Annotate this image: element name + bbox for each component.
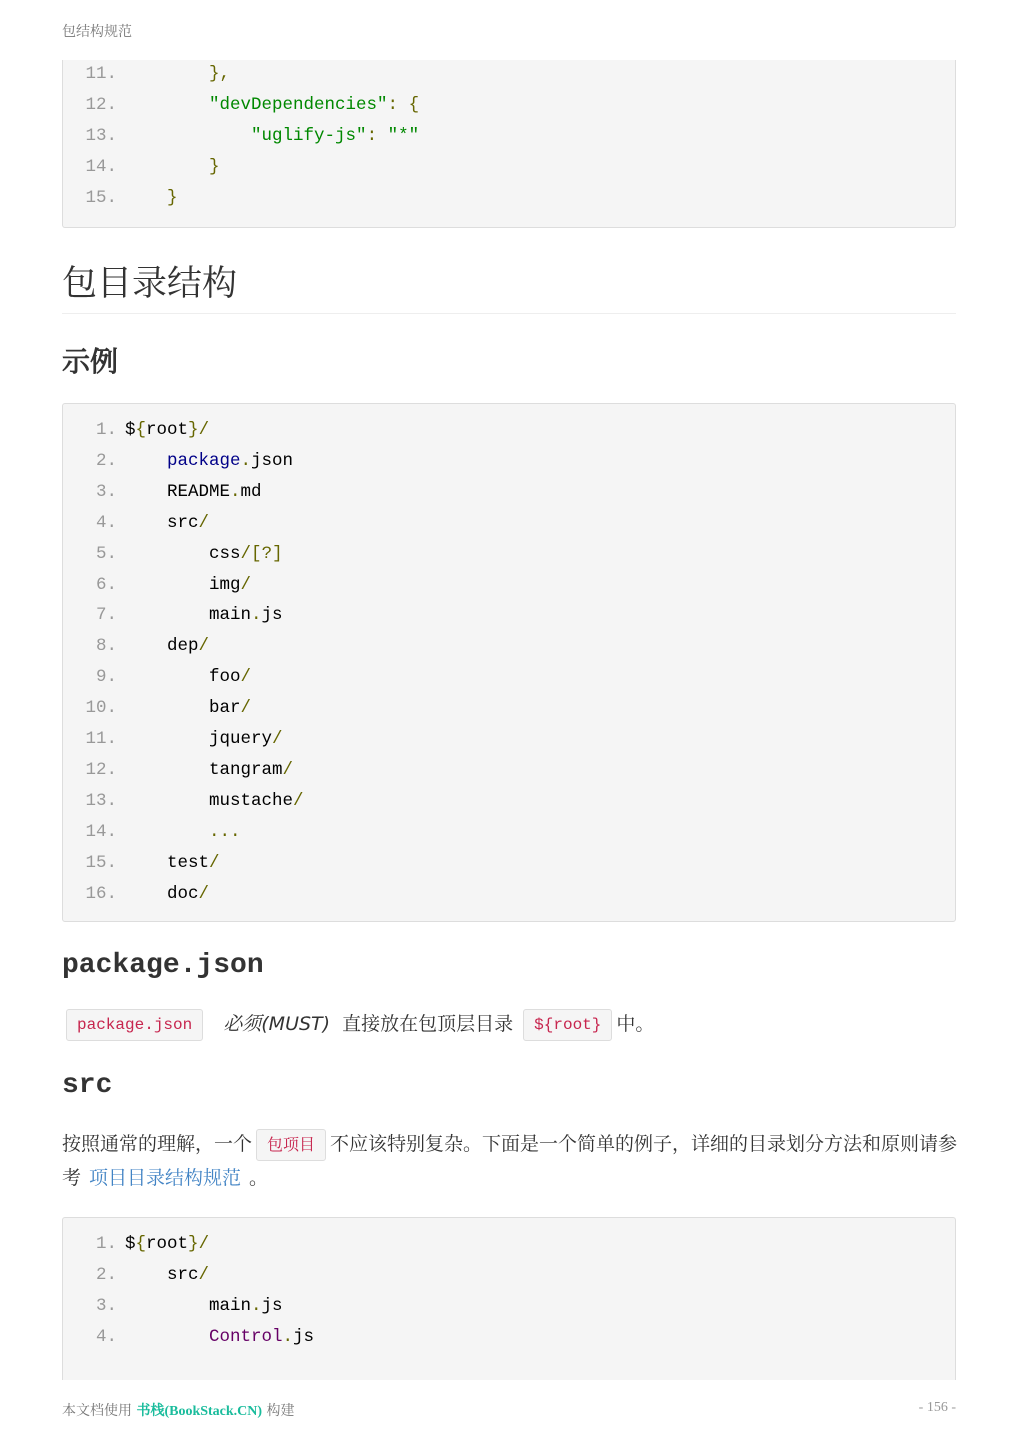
code-text: ${root}/	[125, 1234, 210, 1254]
code-text: README.md	[125, 481, 262, 502]
inline-code-package-project: 包项目	[256, 1129, 326, 1161]
line-number: 14.	[85, 821, 117, 842]
line-number: 15.	[85, 852, 117, 873]
footer-suffix: 构建	[266, 1403, 295, 1419]
code-text: src/	[125, 512, 210, 533]
inline-code-root: ${root}	[523, 1009, 612, 1041]
line-number: 3.	[95, 481, 117, 502]
package-json-paragraph	[62, 1007, 962, 1041]
line-number: 4.	[95, 512, 117, 533]
code-text: },	[209, 64, 231, 84]
line-number: 16.	[85, 883, 117, 904]
code-text: }	[209, 156, 220, 177]
footer-credit	[62, 1400, 295, 1420]
line-number: 3.	[95, 1295, 117, 1316]
line-number: 11.	[85, 729, 117, 749]
line-number: 2.	[95, 1264, 117, 1285]
code-text: dep/	[125, 636, 210, 657]
code-text: main.js	[125, 605, 283, 626]
line-number: 9.	[95, 667, 117, 688]
footer-page-number: - 156 -	[918, 1400, 956, 1415]
src-paragraph	[62, 1127, 962, 1195]
code-text: bar/	[125, 698, 252, 719]
code-text: ${root}/	[125, 420, 210, 440]
code-text: main.js	[125, 1295, 283, 1316]
code-text: css/[?]	[125, 543, 283, 564]
line-number: 12.	[85, 759, 117, 780]
code-text: ...	[209, 821, 241, 842]
code-text: foo/	[125, 667, 252, 688]
line-number: 13.	[85, 125, 117, 146]
src-text-tail: 。	[249, 1167, 269, 1189]
line-number: 1.	[95, 1234, 117, 1254]
code-block-directory-example	[62, 403, 956, 922]
code-text: }	[167, 187, 178, 208]
code-text: "devDependencies": {	[209, 94, 420, 115]
page-header-title: 包结构规范	[62, 24, 132, 40]
line-number: 12.	[85, 94, 117, 115]
line-number: 1.	[95, 420, 117, 440]
package-json-tail: 中。	[616, 1013, 655, 1035]
code-text: doc/	[125, 883, 210, 904]
heading-package-json: package.json	[62, 950, 264, 981]
line-number: 13.	[85, 790, 117, 811]
code-text: test/	[125, 852, 220, 873]
code-text: "uglify-js": "*"	[251, 125, 420, 146]
code-text: tangram/	[125, 759, 294, 780]
src-text-pre: 按照通常的理解，一个	[62, 1133, 253, 1155]
heading-divider	[62, 313, 956, 314]
src-text-mid: 不应该特别复杂。下面是一个简单的例子，详细的目录划分方法和原则请参考	[62, 1133, 958, 1189]
package-json-text: 直接放在包顶层目录	[342, 1013, 514, 1035]
heading-package-directory: 包目录结构	[62, 264, 238, 304]
line-number: 10.	[85, 698, 117, 719]
line-number: 15.	[85, 187, 117, 208]
inline-code-package-json: package.json	[66, 1009, 203, 1041]
code-text: jquery/	[125, 729, 283, 749]
line-number: 4.	[95, 1326, 117, 1347]
line-number: 2.	[95, 450, 117, 471]
line-number: 11.	[85, 64, 117, 84]
footer-brand-link[interactable]: 书栈(BookStack.CN)	[136, 1404, 263, 1419]
heading-src: src	[62, 1070, 113, 1101]
code-text: src/	[125, 1264, 210, 1285]
must-keyword: 必须(MUST)	[223, 1013, 331, 1035]
link-project-directory-spec[interactable]: 项目目录结构规范	[89, 1167, 242, 1189]
line-number: 8.	[95, 636, 117, 657]
line-number: 6.	[95, 574, 117, 595]
code-block-src-example	[62, 1217, 956, 1380]
code-text: mustache/	[125, 790, 304, 811]
line-number: 7.	[95, 605, 117, 626]
heading-example: 示例	[62, 345, 119, 378]
code-text: img/	[125, 574, 252, 595]
code-block-package-json-tail	[62, 60, 956, 228]
line-number: 5.	[95, 543, 117, 564]
footer-prefix: 本文档使用	[62, 1403, 132, 1419]
code-text: Control.js	[125, 1326, 315, 1347]
code-text: package.json	[125, 450, 294, 471]
line-number: 14.	[85, 156, 117, 177]
